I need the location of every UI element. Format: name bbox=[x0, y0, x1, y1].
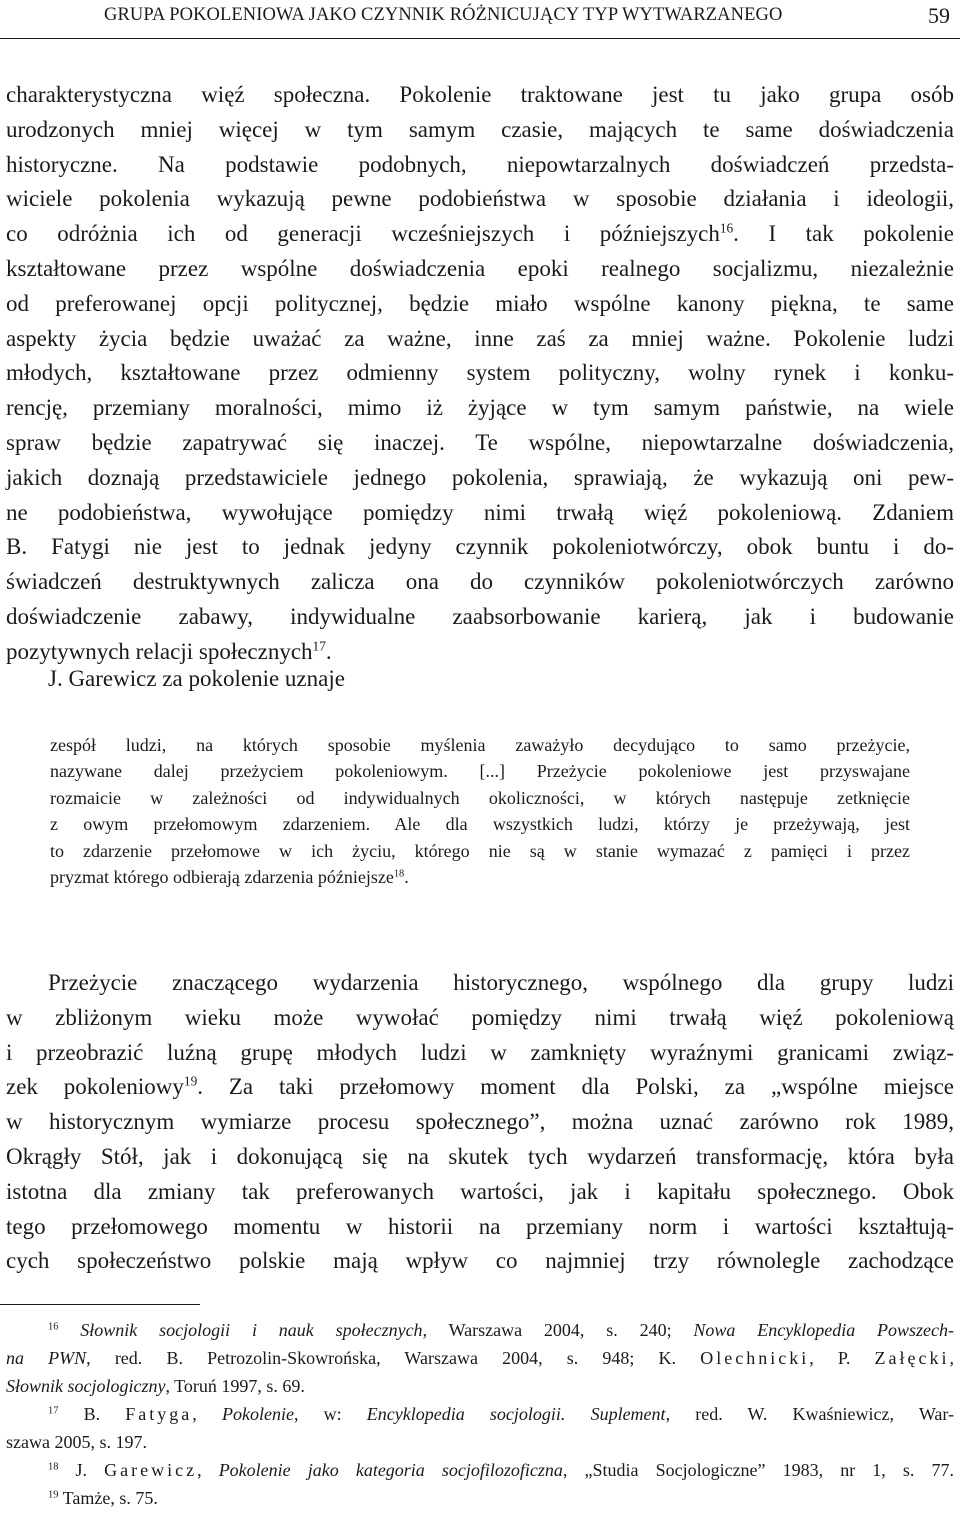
text-fragment: , Toruń 1997, s. 69. bbox=[165, 1376, 305, 1396]
body-paragraph-2 bbox=[6, 966, 954, 1279]
text-line: kształtowane przez wspólne doświadczenia epoki realnego socjalizmu, niezależnie bbox=[6, 255, 954, 281]
text-fragment: . I tak pokolenie bbox=[733, 221, 954, 247]
text-fragment: , Warszawa 2004, s. 240; bbox=[422, 1320, 694, 1340]
text-fragment: Nowa Encyklopedia Powszech- bbox=[693, 1320, 955, 1340]
footnote-ref-18[interactable]: 18 bbox=[393, 868, 405, 880]
footnote-ref-19[interactable]: 19 bbox=[183, 1074, 198, 1090]
text-fragment: zek pokoleniowy bbox=[6, 1074, 184, 1100]
text-fragment: Słownik socjologiczny bbox=[6, 1376, 166, 1396]
text-fragment: Słownik socjologii i nauk społecznych bbox=[80, 1320, 423, 1340]
header-rule bbox=[0, 38, 960, 39]
quote-line: z owym przełomowym zdarzeniem. Ale dla wszystkich ludzi, którzy je przeżywają, jest bbox=[50, 814, 910, 835]
text-fragment: B. bbox=[83, 1404, 126, 1424]
text-line: świadczeń destruktywnych zalicza ona do czynników pokoleniotwórczych zarówno bbox=[6, 569, 954, 595]
author-name: Załęcki bbox=[874, 1348, 950, 1368]
footnote-ref-16[interactable]: 16 bbox=[719, 220, 734, 236]
quote-line: nazywane dalej przeżyciem pokoleniowym. [...] Przeżycie pokoleniowe jest przyswajane bbox=[50, 761, 910, 782]
author-name: Fatyga bbox=[125, 1404, 193, 1424]
footnote-number-18: 18 bbox=[48, 1461, 59, 1473]
text-line: w zbliżonym wieku może wywołać pomiędzy nimi trwałą więź pokoleniową bbox=[6, 1004, 954, 1030]
footnote-19-line bbox=[6, 1484, 954, 1512]
text-fragment: , „Studia Socjologiczne” 1983, nr 1, s. 77. bbox=[562, 1460, 954, 1480]
running-title: GRUPA POKOLENIOWA JAKO CZYNNIK RÓŻNICUJĄCY TYP WYTWARZANEGO bbox=[104, 5, 783, 25]
text-line: w historycznym wymiarze procesu społecznego”, można uznać zarówno rok 1989, bbox=[6, 1109, 954, 1135]
text-fragment: , w: bbox=[293, 1404, 367, 1424]
text-line: spraw będzie zapatrywać się inaczej. Te wspólne, niepowtarzalne doświadczenia, bbox=[6, 429, 954, 455]
footnote-17-line bbox=[6, 1400, 954, 1428]
footnote-separator bbox=[0, 1304, 200, 1305]
text-fragment: . bbox=[404, 867, 409, 888]
footnote-17-line: szawa 2005, s. 197. bbox=[6, 1432, 147, 1452]
text-fragment: , red. W. Kwaśniewicz, War- bbox=[665, 1404, 955, 1424]
footnote-18-line bbox=[6, 1456, 954, 1484]
body-paragraph-1 bbox=[6, 78, 954, 670]
text-fragment: Tamże, s. 75. bbox=[62, 1488, 158, 1508]
text-line: Przeżycie znaczącego wydarzenia historycznego, wspólnego dla grupy ludzi bbox=[48, 970, 954, 995]
text-line: J. Garewicz za pokolenie uznaje bbox=[48, 666, 345, 691]
text-fragment: , bbox=[949, 1348, 954, 1368]
text-line: historyczne. Na podstawie podobnych, niepowtarzalnych doświadczeń przedsta- bbox=[6, 151, 954, 177]
quote-line: to zdarzenie przełomowe w ich życiu, którego nie są w stanie wymazać z pamięci i przez bbox=[50, 840, 910, 861]
footnote-number-17: 17 bbox=[48, 1405, 59, 1417]
text-fragment: na PWN bbox=[6, 1348, 87, 1368]
running-header bbox=[0, 0, 960, 36]
quote-line: zespół ludzi, na których sposobie myślenia zaważyło decydująco to samo przeżycie, bbox=[50, 735, 910, 755]
block-quote bbox=[50, 732, 910, 890]
text-fragment: , red. B. Petrozolin-Skowrońska, Warszawa 2004, s. 948; K. bbox=[86, 1348, 701, 1368]
text-line: B. Fatygi nie jest to jednak jedyny czynnik pokoleniotwórczy, obok buntu i do- bbox=[6, 534, 954, 560]
text-line: aspekty życia będzie uważać za ważne, inne zaś za mniej ważne. Pokolenie ludzi bbox=[6, 325, 954, 351]
text-line: charakterystyczna więź społeczna. Pokolenie traktowane jest tu jako grupa osób bbox=[6, 82, 954, 107]
text-fragment: Pokolenie bbox=[221, 1404, 294, 1424]
quote-intro bbox=[48, 662, 954, 697]
text-fragment: J. bbox=[75, 1460, 105, 1480]
text-fragment: . Za taki przełomowy moment dla Polski, za „wspólne miejsce bbox=[197, 1074, 954, 1100]
author-name: Olechnicki bbox=[700, 1348, 810, 1368]
text-line: i przeobrazić luźną grupę młodych ludzi w zamknięty wyraźnymi granicami związ- bbox=[6, 1039, 954, 1065]
quote-line bbox=[50, 864, 910, 890]
text-line: ne podobieństwa, wywołujące pomiędzy nimi trwałą więź pokoleniową. Zdaniem bbox=[6, 499, 954, 525]
text-line: wiciele pokolenia wykazują pewne podobieństwa w sposobie działania i ideologii, bbox=[6, 186, 954, 212]
text-line: jakich doznają przedstawiciele jednego pokolenia, sprawiają, że wykazują oni pew- bbox=[6, 464, 954, 490]
text-line: młodych, kształtowane przez odmienny system polityczny, wolny rynek i konku- bbox=[6, 360, 954, 386]
text-fragment: Pokolenie jako kategoria socjofilozoficzna bbox=[218, 1460, 563, 1480]
text-line: doświadczenie zabawy, indywidualne zaabsorbowanie karierą, jak i budowanie bbox=[6, 603, 954, 629]
text-fragment: , bbox=[192, 1404, 222, 1424]
footnote-16-line bbox=[6, 1372, 954, 1400]
text-fragment: pozytywnych relacji społecznych bbox=[6, 638, 313, 664]
text-fragment: . bbox=[325, 638, 332, 664]
text-line bbox=[6, 217, 954, 252]
footnote-16-line bbox=[6, 1344, 954, 1372]
text-fragment: co odróżnia ich od generacji wcześniejszych i późniejszych bbox=[6, 221, 720, 247]
footnotes bbox=[6, 1316, 954, 1512]
text-fragment: pryzmat którego odbierają zdarzenia późniejsze bbox=[50, 867, 394, 888]
text-line: Okrągły Stół, jak i dokonującą się na skutek tych wydarzeń transformację, która była bbox=[6, 1143, 954, 1169]
text-line: istotna dla zmiany tak preferowanych wartości, jak i kapitału społecznego. Obok bbox=[6, 1178, 954, 1204]
footnote-number-19: 19 bbox=[48, 1489, 59, 1501]
text-line: rencję, przemiany moralności, mimo iż żyjące w tym samym państwie, na wiele bbox=[6, 395, 954, 421]
text-line: urodzonych mniej więcej w tym samym czasie, mających te same doświadczenia bbox=[6, 116, 954, 142]
page-number: 59 bbox=[928, 3, 950, 28]
text-line: od preferowanej opcji politycznej, będzie miało wspólne kanony piękna, te same bbox=[6, 290, 954, 316]
text-line bbox=[6, 1070, 954, 1105]
footnote-ref-17[interactable]: 17 bbox=[312, 638, 326, 654]
quote-line: rozmaicie w zależności od indywidualnych okoliczności, w których następuje zetknięcie bbox=[50, 787, 910, 808]
text-line: tego przełomowego momentu w historii na przemiany norm i wartości kształtują- bbox=[6, 1213, 954, 1239]
text-line: cych społeczeństwo polskie mają wpływ co najmniej trzy równolegle zachodzące bbox=[6, 1248, 954, 1274]
author-name: Garewicz bbox=[104, 1460, 198, 1480]
footnote-16-line bbox=[6, 1316, 954, 1344]
text-fragment: , bbox=[197, 1460, 219, 1480]
footnote-number-16: 16 bbox=[48, 1321, 59, 1333]
text-fragment: , P. bbox=[809, 1348, 875, 1368]
text-fragment: Encyklopedia socjologii. Suplement bbox=[366, 1404, 666, 1424]
